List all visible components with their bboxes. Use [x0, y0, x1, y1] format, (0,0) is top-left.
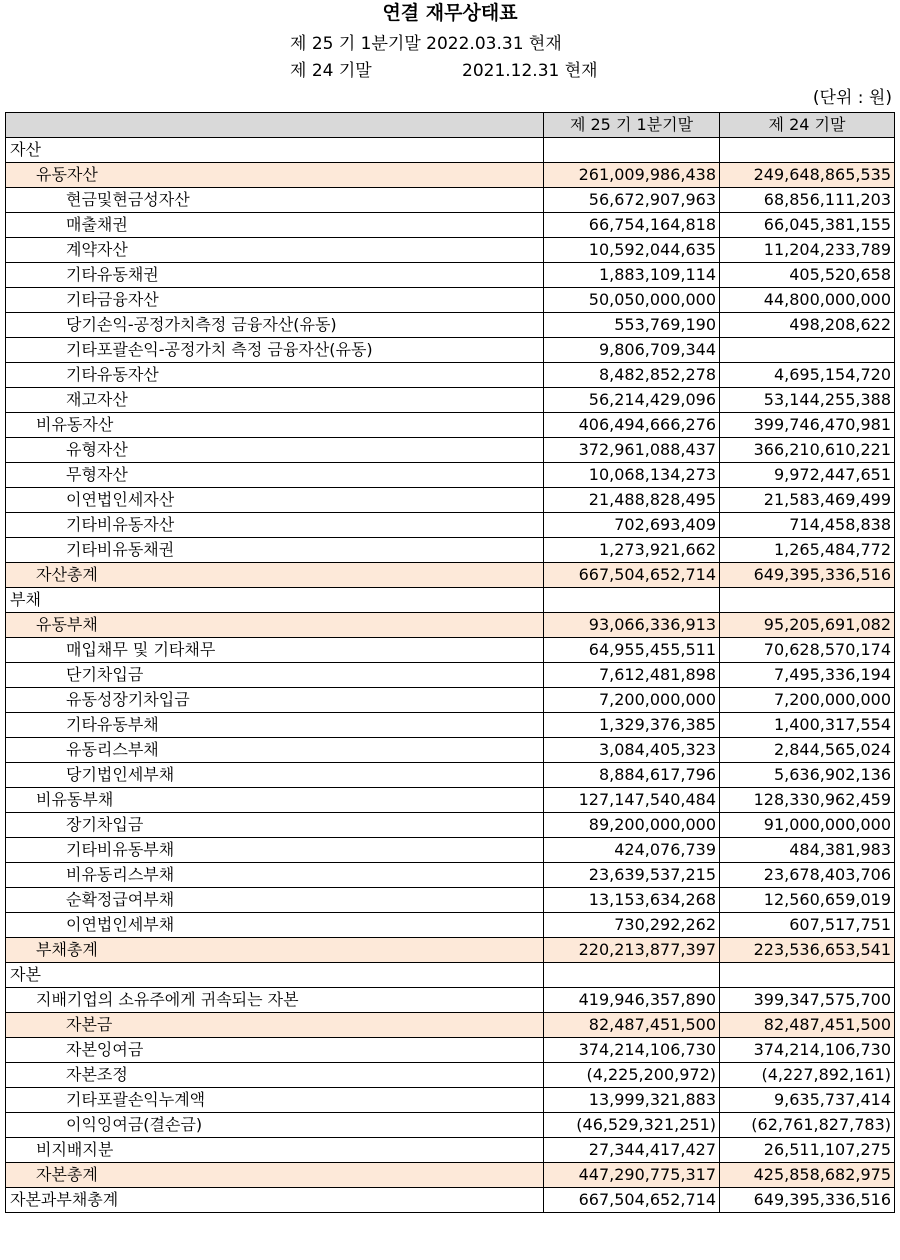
row-label: 유형자산 [6, 438, 544, 463]
column-header-item [6, 113, 544, 138]
table-row [6, 163, 895, 188]
period-current: 제 25 기 1분기말 2022.03.31 현재 [290, 34, 562, 54]
row-label: 이연법인세자산 [6, 488, 544, 513]
row-label: 부채 [6, 588, 544, 613]
prior-value: 70,628,570,174 [720, 638, 895, 663]
row-label: 자본과부채총계 [6, 1188, 544, 1213]
table-row [6, 288, 895, 313]
prior-value [720, 588, 895, 613]
current-value [544, 588, 720, 613]
column-header-current: 제 25 기 1분기말 [544, 113, 720, 138]
prior-value: 498,208,622 [720, 313, 895, 338]
table-row [6, 363, 895, 388]
prior-value [720, 963, 895, 988]
statement-title: 연결 재무상태표 [382, 2, 518, 24]
current-value: 424,076,739 [544, 838, 720, 863]
period-prior-date: 2021.12.31 현재 [462, 61, 598, 81]
current-value: 406,494,666,276 [544, 413, 720, 438]
row-label: 이익잉여금(결손금) [6, 1113, 544, 1138]
row-label: 자본총계 [6, 1163, 544, 1188]
row-label: 기타비유동자산 [6, 513, 544, 538]
table-row [6, 138, 895, 163]
row-label: 기타포괄손익누계액 [6, 1088, 544, 1113]
current-value: 419,946,357,890 [544, 988, 720, 1013]
row-label: 자본잉여금 [6, 1038, 544, 1063]
table-row [6, 688, 895, 713]
row-label: 현금및현금성자산 [6, 188, 544, 213]
current-value [544, 963, 720, 988]
prior-value: 53,144,255,388 [720, 388, 895, 413]
current-value: 667,504,652,714 [544, 1188, 720, 1213]
row-label: 기타유동자산 [6, 363, 544, 388]
row-label: 당기법인세부채 [6, 763, 544, 788]
table-row [6, 263, 895, 288]
table-row [6, 1113, 895, 1138]
prior-value: 366,210,610,221 [720, 438, 895, 463]
current-value: 7,200,000,000 [544, 688, 720, 713]
prior-value: 12,560,659,019 [720, 888, 895, 913]
prior-value: 23,678,403,706 [720, 863, 895, 888]
row-label: 비지배지분 [6, 1138, 544, 1163]
prior-value: 399,746,470,981 [720, 413, 895, 438]
table-row [6, 413, 895, 438]
prior-value: 223,536,653,541 [720, 938, 895, 963]
prior-value: 249,648,865,535 [720, 163, 895, 188]
current-value: 447,290,775,317 [544, 1163, 720, 1188]
prior-value: (62,761,827,783) [720, 1113, 895, 1138]
row-label: 자산 [6, 138, 544, 163]
prior-value: 7,495,336,194 [720, 663, 895, 688]
current-value: 64,955,455,511 [544, 638, 720, 663]
current-value: 27,344,417,427 [544, 1138, 720, 1163]
current-value: 23,639,537,215 [544, 863, 720, 888]
prior-value: 66,045,381,155 [720, 213, 895, 238]
table-row [6, 438, 895, 463]
prior-value [720, 338, 895, 363]
prior-value: 399,347,575,700 [720, 988, 895, 1013]
balance-sheet-table [5, 112, 895, 1213]
prior-value: 44,800,000,000 [720, 288, 895, 313]
current-value: 89,200,000,000 [544, 813, 720, 838]
table-row [6, 338, 895, 363]
current-value: 13,999,321,883 [544, 1088, 720, 1113]
current-value: 702,693,409 [544, 513, 720, 538]
row-label: 비유동리스부채 [6, 863, 544, 888]
current-value: 220,213,877,397 [544, 938, 720, 963]
table-row [6, 713, 895, 738]
row-label: 매출채권 [6, 213, 544, 238]
row-label: 계약자산 [6, 238, 544, 263]
prior-value: 1,265,484,772 [720, 538, 895, 563]
current-value: 82,487,451,500 [544, 1013, 720, 1038]
row-label: 유동성장기차입금 [6, 688, 544, 713]
prior-value: 95,205,691,082 [720, 613, 895, 638]
row-label: 자산총계 [6, 563, 544, 588]
row-label: 당기손익-공정가치측정 금융자산(유동) [6, 313, 544, 338]
row-label: 자본금 [6, 1013, 544, 1038]
row-label: 비유동부채 [6, 788, 544, 813]
column-header-prior: 제 24 기말 [720, 113, 895, 138]
table-row [6, 1013, 895, 1038]
table-row [6, 538, 895, 563]
current-value: 667,504,652,714 [544, 563, 720, 588]
row-label: 자본조정 [6, 1063, 544, 1088]
prior-value: 405,520,658 [720, 263, 895, 288]
current-value: 21,488,828,495 [544, 488, 720, 513]
row-label: 기타유동채권 [6, 263, 544, 288]
prior-value: 11,204,233,789 [720, 238, 895, 263]
prior-value: 649,395,336,516 [720, 563, 895, 588]
table-body [6, 138, 895, 1213]
table-row [6, 888, 895, 913]
current-value: 261,009,986,438 [544, 163, 720, 188]
prior-value: 7,200,000,000 [720, 688, 895, 713]
row-label: 유동부채 [6, 613, 544, 638]
row-label: 순확정급여부채 [6, 888, 544, 913]
table-row [6, 838, 895, 863]
current-value: 8,482,852,278 [544, 363, 720, 388]
prior-value: 9,972,447,651 [720, 463, 895, 488]
row-label: 단기차입금 [6, 663, 544, 688]
row-label: 자본 [6, 963, 544, 988]
row-label: 재고자산 [6, 388, 544, 413]
period-prior-label: 제 24 기말 [290, 61, 372, 81]
table-row [6, 488, 895, 513]
current-value: (4,225,200,972) [544, 1063, 720, 1088]
prior-value: (4,227,892,161) [720, 1063, 895, 1088]
row-label: 기타비유동채권 [6, 538, 544, 563]
statement-header [0, 0, 900, 112]
row-label: 기타유동부채 [6, 713, 544, 738]
table-row [6, 788, 895, 813]
prior-value: 5,636,902,136 [720, 763, 895, 788]
table-row [6, 1138, 895, 1163]
current-value: 50,050,000,000 [544, 288, 720, 313]
table-row [6, 663, 895, 688]
prior-value: 649,395,336,516 [720, 1188, 895, 1213]
table-row [6, 913, 895, 938]
current-value: 10,068,134,273 [544, 463, 720, 488]
current-value: 8,884,617,796 [544, 763, 720, 788]
current-value: 93,066,336,913 [544, 613, 720, 638]
current-value: 9,806,709,344 [544, 338, 720, 363]
current-value: 374,214,106,730 [544, 1038, 720, 1063]
current-value: 1,883,109,114 [544, 263, 720, 288]
table-row [6, 463, 895, 488]
row-label: 매입채무 및 기타채무 [6, 638, 544, 663]
row-label: 기타비유동부채 [6, 838, 544, 863]
current-value: 730,292,262 [544, 913, 720, 938]
current-value: 7,612,481,898 [544, 663, 720, 688]
row-label: 유동리스부채 [6, 738, 544, 763]
table-row [6, 388, 895, 413]
unit-label: (단위 : 원) [812, 88, 892, 108]
prior-value: 128,330,962,459 [720, 788, 895, 813]
row-label: 기타포괄손익-공정가치 측정 금융자산(유동) [6, 338, 544, 363]
prior-value: 484,381,983 [720, 838, 895, 863]
row-label: 부채총계 [6, 938, 544, 963]
table-row [6, 938, 895, 963]
row-label: 지배기업의 소유주에게 귀속되는 자본 [6, 988, 544, 1013]
current-value: 13,153,634,268 [544, 888, 720, 913]
prior-value: 374,214,106,730 [720, 1038, 895, 1063]
row-label: 기타금융자산 [6, 288, 544, 313]
prior-value: 714,458,838 [720, 513, 895, 538]
table-row [6, 638, 895, 663]
table-row [6, 513, 895, 538]
row-label: 무형자산 [6, 463, 544, 488]
current-value [544, 138, 720, 163]
table-row [6, 813, 895, 838]
prior-value: 607,517,751 [720, 913, 895, 938]
prior-value: 9,635,737,414 [720, 1088, 895, 1113]
table-row [6, 963, 895, 988]
prior-value: 26,511,107,275 [720, 1138, 895, 1163]
table-row [6, 1038, 895, 1063]
prior-value: 2,844,565,024 [720, 738, 895, 763]
table-row [6, 1088, 895, 1113]
table-row [6, 213, 895, 238]
prior-value: 68,856,111,203 [720, 188, 895, 213]
table-row [6, 1063, 895, 1088]
table-row [6, 188, 895, 213]
prior-value: 1,400,317,554 [720, 713, 895, 738]
row-label: 장기차입금 [6, 813, 544, 838]
current-value: 3,084,405,323 [544, 738, 720, 763]
prior-value: 4,695,154,720 [720, 363, 895, 388]
table-row [6, 863, 895, 888]
current-value: 1,273,921,662 [544, 538, 720, 563]
prior-value [720, 138, 895, 163]
table-row [6, 588, 895, 613]
table-row [6, 613, 895, 638]
table-row [6, 988, 895, 1013]
current-value: 10,592,044,635 [544, 238, 720, 263]
current-value: 372,961,088,437 [544, 438, 720, 463]
row-label: 이연법인세부채 [6, 913, 544, 938]
prior-value: 21,583,469,499 [720, 488, 895, 513]
current-value: 127,147,540,484 [544, 788, 720, 813]
table-row [6, 763, 895, 788]
table-row [6, 563, 895, 588]
current-value: 56,672,907,963 [544, 188, 720, 213]
table-row [6, 313, 895, 338]
prior-value: 91,000,000,000 [720, 813, 895, 838]
table-row [6, 738, 895, 763]
current-value: 56,214,429,096 [544, 388, 720, 413]
table-row [6, 238, 895, 263]
table-row [6, 1163, 895, 1188]
current-value: 1,329,376,385 [544, 713, 720, 738]
current-value: 553,769,190 [544, 313, 720, 338]
row-label: 유동자산 [6, 163, 544, 188]
table-header-row [6, 113, 895, 138]
prior-value: 82,487,451,500 [720, 1013, 895, 1038]
prior-value: 425,858,682,975 [720, 1163, 895, 1188]
current-value: 66,754,164,818 [544, 213, 720, 238]
row-label: 비유동자산 [6, 413, 544, 438]
table-row [6, 1188, 895, 1213]
current-value: (46,529,321,251) [544, 1113, 720, 1138]
